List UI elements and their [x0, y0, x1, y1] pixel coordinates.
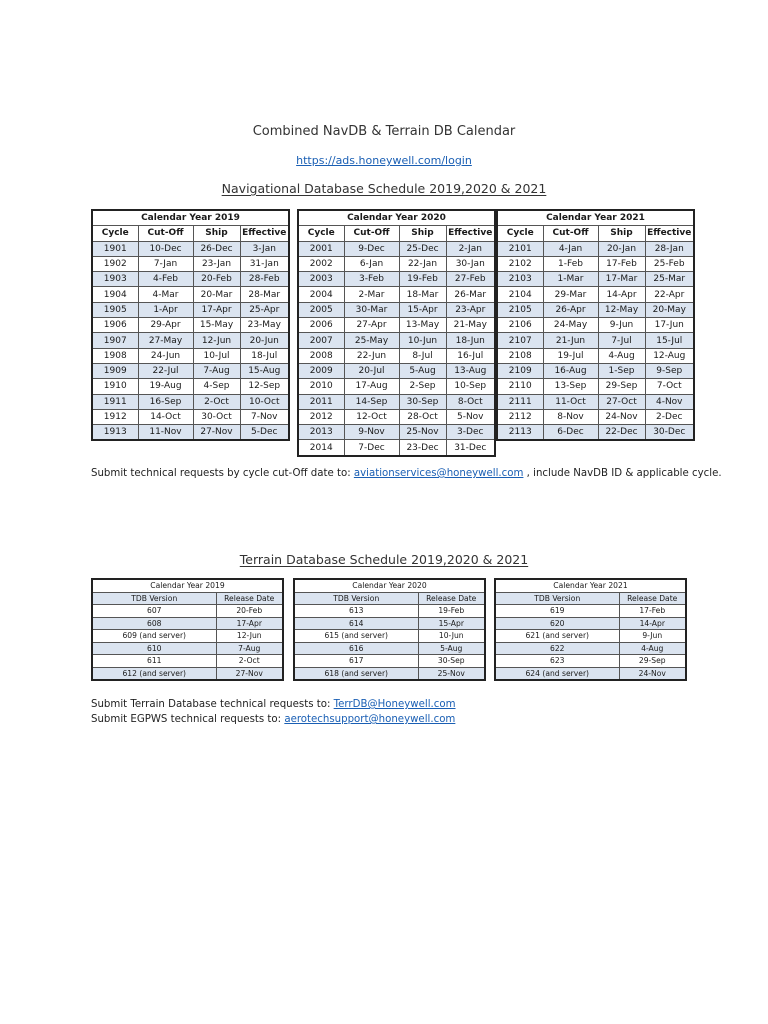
- table-cell: 29-Mar: [543, 287, 598, 302]
- table-cell: 20-Mar: [193, 287, 240, 302]
- column-header: Release Date: [216, 592, 283, 605]
- terrain-note-prefix: Submit Terrain Database technical requests to:: [91, 699, 334, 710]
- table-row: [298, 394, 495, 409]
- table-cell: 2007: [298, 333, 344, 348]
- table-cell: 26-Dec: [193, 241, 240, 256]
- table-cell: 5-Dec: [240, 425, 289, 441]
- table-cell: 23-Jan: [193, 256, 240, 271]
- column-header: Release Date: [619, 592, 686, 605]
- table-row: [497, 287, 694, 302]
- table-cell: 17-Feb: [619, 605, 686, 618]
- table-cell: 2013: [298, 425, 344, 440]
- table-cell: 611: [92, 655, 216, 668]
- table-row: [92, 302, 289, 317]
- table-cell: 615 (and server): [294, 630, 418, 643]
- table-row: [497, 379, 694, 394]
- table-cell: 2108: [497, 348, 543, 363]
- table-cell: 17-Apr: [193, 302, 240, 317]
- nav-note-suffix: , include NavDB ID & applicable cycle.: [523, 468, 722, 479]
- table-row: [497, 241, 694, 256]
- table-cell: 29-Apr: [138, 318, 193, 333]
- table-cell: 1903: [92, 272, 138, 287]
- table-cell: 607: [92, 605, 216, 618]
- table-cell: 1902: [92, 256, 138, 271]
- table-cell: 3-Dec: [446, 425, 495, 440]
- table-cell: 5-Aug: [418, 642, 485, 655]
- table-cell: 25-Mar: [645, 272, 694, 287]
- table-cell: 31-Jan: [240, 256, 289, 271]
- table-cell: 10-Jun: [418, 630, 485, 643]
- table-cell: 2003: [298, 272, 344, 287]
- column-header: Cycle: [497, 226, 543, 241]
- table-row: [92, 287, 289, 302]
- table-cell: 614: [294, 617, 418, 630]
- column-header: Effective: [645, 226, 694, 241]
- column-header: Cut-Off: [344, 226, 399, 241]
- table-cell: 13-Sep: [543, 379, 598, 394]
- table-cell: 19-Jul: [543, 348, 598, 363]
- table-row: [92, 605, 283, 618]
- table-cell: 4-Sep: [193, 379, 240, 394]
- table-row: [497, 348, 694, 363]
- table-cell: 2105: [497, 302, 543, 317]
- table-row: [497, 363, 694, 378]
- table-cell: 9-Nov: [344, 425, 399, 440]
- table-cell: 15-Jul: [645, 333, 694, 348]
- table-cell: 25-Apr: [240, 302, 289, 317]
- table-cell: 7-Nov: [240, 409, 289, 424]
- table-cell: 8-Nov: [543, 409, 598, 424]
- aviation-services-email-link[interactable]: aviationservices@honeywell.com: [353, 468, 524, 479]
- table-cell: 7-Oct: [645, 379, 694, 394]
- table-cell: 2113: [497, 425, 543, 441]
- table-cell: 1912: [92, 409, 138, 424]
- table-cell: 1909: [92, 363, 138, 378]
- table-row: [497, 256, 694, 271]
- table-cell: 22-Apr: [645, 287, 694, 302]
- table-cell: 2009: [298, 363, 344, 378]
- table-cell: 15-May: [193, 318, 240, 333]
- column-header: Ship: [399, 226, 446, 241]
- table-cell: 17-Jun: [645, 318, 694, 333]
- table-cell: 1-Feb: [543, 256, 598, 271]
- table-cell: 29-Sep: [619, 655, 686, 668]
- table-cell: 2011: [298, 394, 344, 409]
- table-cell: 4-Aug: [619, 642, 686, 655]
- table-cell: 30-Sep: [418, 655, 485, 668]
- table-cell: 6-Dec: [543, 425, 598, 441]
- nav-table-0: [91, 209, 290, 441]
- table-cell: 2104: [497, 287, 543, 302]
- table-row: [298, 409, 495, 424]
- column-header: Cut-Off: [138, 226, 193, 241]
- table-cell: 22-Dec: [598, 425, 645, 441]
- table-cell: 617: [294, 655, 418, 668]
- table-cell: 5-Aug: [399, 363, 446, 378]
- table-cell: 23-Dec: [399, 440, 446, 456]
- table-cell: 13-Aug: [446, 363, 495, 378]
- table-cell: 7-Jul: [598, 333, 645, 348]
- table-cell: 4-Nov: [645, 394, 694, 409]
- table-cell: 10-Jul: [193, 348, 240, 363]
- table-cell: 2111: [497, 394, 543, 409]
- table-cell: 1907: [92, 333, 138, 348]
- table-cell: 4-Aug: [598, 348, 645, 363]
- table-cell: 19-Feb: [399, 272, 446, 287]
- table-cell: 2102: [497, 256, 543, 271]
- table-cell: 19-Feb: [418, 605, 485, 618]
- table-cell: 1905: [92, 302, 138, 317]
- column-header: TDB Version: [92, 592, 216, 605]
- table-cell: 613: [294, 605, 418, 618]
- table-cell: 10-Jun: [399, 333, 446, 348]
- column-header: Ship: [193, 226, 240, 241]
- table-cell: 21-Jun: [543, 333, 598, 348]
- table-cell: 17-Aug: [344, 379, 399, 394]
- table-row: [92, 363, 289, 378]
- table-cell: 16-Aug: [543, 363, 598, 378]
- table-cell: 2012: [298, 409, 344, 424]
- table-cell: 20-Feb: [216, 605, 283, 618]
- table-cell: 2110: [497, 379, 543, 394]
- calendar-year-label: Calendar Year 2021: [495, 579, 686, 592]
- table-cell: 18-Jul: [240, 348, 289, 363]
- table-cell: 1901: [92, 241, 138, 256]
- nav-request-note: [91, 468, 722, 479]
- table-cell: 22-Jan: [399, 256, 446, 271]
- table-cell: 2109: [497, 363, 543, 378]
- table-cell: 20-Jul: [344, 363, 399, 378]
- table-cell: 1-Mar: [543, 272, 598, 287]
- terrain-schedule-heading: Terrain Database Schedule 2019,2020 & 2021: [239, 552, 529, 567]
- table-cell: 9-Jun: [598, 318, 645, 333]
- table-row: [294, 630, 485, 643]
- column-header: Release Date: [418, 592, 485, 605]
- table-cell: 27-Nov: [216, 667, 283, 680]
- table-cell: 4-Jan: [543, 241, 598, 256]
- table-cell: 13-May: [399, 318, 446, 333]
- table-cell: 2-Dec: [645, 409, 694, 424]
- terrain-table-2: [494, 578, 687, 681]
- table-cell: 11-Oct: [543, 394, 598, 409]
- table-cell: 28-Feb: [240, 272, 289, 287]
- table-row: [497, 333, 694, 348]
- table-cell: 7-Jan: [138, 256, 193, 271]
- table-cell: 623: [495, 655, 619, 668]
- table-cell: 618 (and server): [294, 667, 418, 680]
- table-row: [298, 272, 495, 287]
- table-cell: 14-Apr: [619, 617, 686, 630]
- table-cell: 27-Nov: [193, 425, 240, 441]
- table-cell: 31-Dec: [446, 440, 495, 456]
- table-cell: 24-Jun: [138, 348, 193, 363]
- table-row: [92, 241, 289, 256]
- table-row: [298, 318, 495, 333]
- table-cell: 3-Jan: [240, 241, 289, 256]
- table-cell: 12-Jun: [193, 333, 240, 348]
- table-cell: 8-Jul: [399, 348, 446, 363]
- table-cell: 15-Apr: [399, 302, 446, 317]
- table-cell: 17-Feb: [598, 256, 645, 271]
- table-cell: 23-May: [240, 318, 289, 333]
- table-cell: 24-Nov: [619, 667, 686, 680]
- table-cell: 25-Nov: [418, 667, 485, 680]
- table-cell: 28-Jan: [645, 241, 694, 256]
- table-cell: 7-Aug: [193, 363, 240, 378]
- table-cell: 2-Jan: [446, 241, 495, 256]
- table-cell: 616: [294, 642, 418, 655]
- table-cell: 17-Apr: [216, 617, 283, 630]
- table-row: [92, 409, 289, 424]
- terrain-table-0: [91, 578, 284, 681]
- table-cell: 12-Jun: [216, 630, 283, 643]
- table-cell: 2-Mar: [344, 287, 399, 302]
- column-header: Ship: [598, 226, 645, 241]
- egpws-request-note: [91, 714, 455, 725]
- table-cell: 7-Aug: [216, 642, 283, 655]
- column-header: Cut-Off: [543, 226, 598, 241]
- table-cell: 2010: [298, 379, 344, 394]
- ads-login-link[interactable]: https://ads.honeywell.com/login: [296, 154, 472, 167]
- table-row: [495, 642, 686, 655]
- table-cell: 28-Mar: [240, 287, 289, 302]
- terrdb-email-link[interactable]: TerrDB@Honeywell.com: [333, 699, 456, 710]
- table-row: [298, 440, 495, 456]
- table-row: [298, 256, 495, 271]
- table-cell: 2112: [497, 409, 543, 424]
- table-row: [92, 425, 289, 441]
- table-cell: 18-Jun: [446, 333, 495, 348]
- table-cell: 2008: [298, 348, 344, 363]
- table-cell: 28-Oct: [399, 409, 446, 424]
- table-row: [298, 425, 495, 440]
- calendar-year-label: Calendar Year 2021: [497, 210, 694, 226]
- table-cell: 12-Oct: [344, 409, 399, 424]
- table-cell: 18-Mar: [399, 287, 446, 302]
- table-row: [294, 642, 485, 655]
- table-cell: 24-Nov: [598, 409, 645, 424]
- table-row: [497, 318, 694, 333]
- table-cell: 30-Mar: [344, 302, 399, 317]
- table-cell: 2106: [497, 318, 543, 333]
- table-row: [495, 667, 686, 680]
- nav-table-1: [297, 209, 496, 457]
- column-header: TDB Version: [294, 592, 418, 605]
- table-cell: 2107: [497, 333, 543, 348]
- table-row: [294, 617, 485, 630]
- table-row: [92, 348, 289, 363]
- table-cell: 30-Jan: [446, 256, 495, 271]
- table-cell: 30-Sep: [399, 394, 446, 409]
- table-cell: 9-Dec: [344, 241, 399, 256]
- table-cell: 10-Dec: [138, 241, 193, 256]
- calendar-year-label: Calendar Year 2019: [92, 579, 283, 592]
- table-cell: 1-Sep: [598, 363, 645, 378]
- table-cell: 11-Nov: [138, 425, 193, 441]
- table-cell: 30-Dec: [645, 425, 694, 441]
- table-row: [92, 318, 289, 333]
- table-cell: 19-Aug: [138, 379, 193, 394]
- table-cell: 25-Feb: [645, 256, 694, 271]
- table-cell: 15-Aug: [240, 363, 289, 378]
- nav-note-prefix: Submit technical requests by cycle cut-Off date to:: [91, 468, 354, 479]
- table-cell: 14-Apr: [598, 287, 645, 302]
- table-cell: 1910: [92, 379, 138, 394]
- table-cell: 4-Feb: [138, 272, 193, 287]
- table-cell: 2101: [497, 241, 543, 256]
- column-header: Cycle: [92, 226, 138, 241]
- table-cell: 619: [495, 605, 619, 618]
- table-cell: 14-Oct: [138, 409, 193, 424]
- table-cell: 6-Jan: [344, 256, 399, 271]
- aerotech-email-link[interactable]: aerotechsupport@honeywell.com: [284, 714, 456, 725]
- table-cell: 3-Feb: [344, 272, 399, 287]
- table-row: [294, 667, 485, 680]
- table-row: [294, 605, 485, 618]
- table-cell: 27-May: [138, 333, 193, 348]
- table-cell: 608: [92, 617, 216, 630]
- nav-table-2: [496, 209, 695, 441]
- calendar-year-label: Calendar Year 2020: [294, 579, 485, 592]
- table-cell: 23-Apr: [446, 302, 495, 317]
- table-cell: 25-Nov: [399, 425, 446, 440]
- table-row: [497, 409, 694, 424]
- table-cell: 2-Oct: [193, 394, 240, 409]
- table-cell: 17-Mar: [598, 272, 645, 287]
- table-row: [495, 655, 686, 668]
- terrain-table-1: [293, 578, 486, 681]
- table-cell: 12-May: [598, 302, 645, 317]
- table-row: [497, 272, 694, 287]
- table-cell: 612 (and server): [92, 667, 216, 680]
- table-cell: 2002: [298, 256, 344, 271]
- table-cell: 26-Mar: [446, 287, 495, 302]
- table-row: [92, 630, 283, 643]
- table-cell: 2005: [298, 302, 344, 317]
- table-row: [294, 655, 485, 668]
- table-cell: 26-Apr: [543, 302, 598, 317]
- table-cell: 1911: [92, 394, 138, 409]
- table-row: [298, 287, 495, 302]
- table-row: [92, 642, 283, 655]
- table-row: [92, 379, 289, 394]
- table-cell: 610: [92, 642, 216, 655]
- table-cell: 22-Jun: [344, 348, 399, 363]
- table-cell: 22-Jul: [138, 363, 193, 378]
- table-row: [497, 425, 694, 441]
- table-row: [92, 617, 283, 630]
- table-cell: 609 (and server): [92, 630, 216, 643]
- table-row: [495, 617, 686, 630]
- table-cell: 20-May: [645, 302, 694, 317]
- table-cell: 20-Jun: [240, 333, 289, 348]
- table-cell: 9-Sep: [645, 363, 694, 378]
- table-cell: 620: [495, 617, 619, 630]
- table-cell: 10-Sep: [446, 379, 495, 394]
- table-row: [92, 394, 289, 409]
- table-row: [497, 302, 694, 317]
- table-cell: 2001: [298, 241, 344, 256]
- table-cell: 29-Sep: [598, 379, 645, 394]
- table-cell: 27-Feb: [446, 272, 495, 287]
- table-cell: 24-May: [543, 318, 598, 333]
- table-row: [92, 256, 289, 271]
- table-row: [298, 348, 495, 363]
- table-row: [298, 379, 495, 394]
- column-header: Cycle: [298, 226, 344, 241]
- table-cell: 8-Oct: [446, 394, 495, 409]
- table-row: [298, 363, 495, 378]
- table-cell: 27-Apr: [344, 318, 399, 333]
- table-cell: 10-Oct: [240, 394, 289, 409]
- table-cell: 15-Apr: [418, 617, 485, 630]
- table-cell: 16-Jul: [446, 348, 495, 363]
- table-cell: 7-Dec: [344, 440, 399, 456]
- table-cell: 25-Dec: [399, 241, 446, 256]
- table-cell: 4-Mar: [138, 287, 193, 302]
- table-row: [92, 333, 289, 348]
- column-header: Effective: [446, 226, 495, 241]
- table-cell: 624 (and server): [495, 667, 619, 680]
- table-cell: 2006: [298, 318, 344, 333]
- table-cell: 21-May: [446, 318, 495, 333]
- table-cell: 20-Jan: [598, 241, 645, 256]
- terrain-request-note: [91, 699, 456, 710]
- table-row: [298, 241, 495, 256]
- table-cell: 9-Jun: [619, 630, 686, 643]
- table-row: [298, 333, 495, 348]
- table-cell: 1904: [92, 287, 138, 302]
- table-cell: 2-Oct: [216, 655, 283, 668]
- document-title: Combined NavDB & Terrain DB Calendar: [252, 124, 516, 139]
- table-row: [92, 272, 289, 287]
- table-row: [495, 605, 686, 618]
- table-cell: 1906: [92, 318, 138, 333]
- table-cell: 2103: [497, 272, 543, 287]
- table-cell: 20-Feb: [193, 272, 240, 287]
- nav-schedule-heading: Navigational Database Schedule 2019,2020 & 2021: [221, 181, 547, 196]
- calendar-year-label: Calendar Year 2019: [92, 210, 289, 226]
- table-cell: 25-May: [344, 333, 399, 348]
- table-cell: 27-Oct: [598, 394, 645, 409]
- table-row: [92, 655, 283, 668]
- table-cell: 1-Apr: [138, 302, 193, 317]
- table-cell: 1913: [92, 425, 138, 441]
- table-cell: 30-Oct: [193, 409, 240, 424]
- table-cell: 621 (and server): [495, 630, 619, 643]
- table-cell: 12-Aug: [645, 348, 694, 363]
- table-cell: 2014: [298, 440, 344, 456]
- table-cell: 5-Nov: [446, 409, 495, 424]
- table-row: [495, 630, 686, 643]
- calendar-year-label: Calendar Year 2020: [298, 210, 495, 226]
- column-header: TDB Version: [495, 592, 619, 605]
- table-cell: 1908: [92, 348, 138, 363]
- table-cell: 2-Sep: [399, 379, 446, 394]
- table-row: [298, 302, 495, 317]
- table-cell: 2004: [298, 287, 344, 302]
- table-row: [92, 667, 283, 680]
- table-cell: 16-Sep: [138, 394, 193, 409]
- table-cell: 12-Sep: [240, 379, 289, 394]
- table-cell: 14-Sep: [344, 394, 399, 409]
- column-header: Effective: [240, 226, 289, 241]
- table-cell: 622: [495, 642, 619, 655]
- egpws-note-prefix: Submit EGPWS technical requests to:: [91, 714, 285, 725]
- table-row: [497, 394, 694, 409]
